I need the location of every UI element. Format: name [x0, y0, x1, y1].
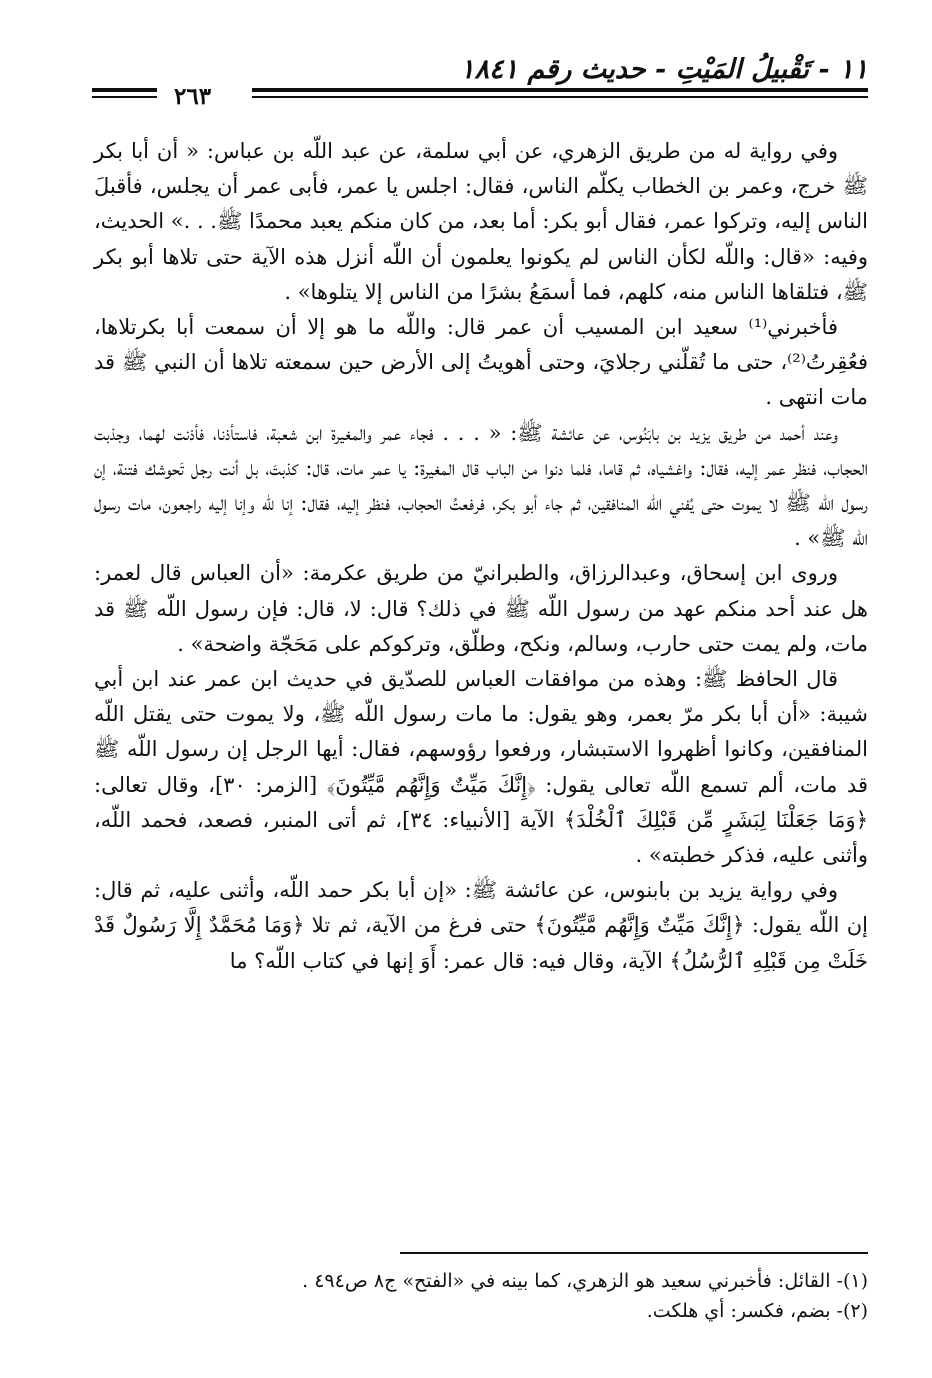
header-rule-right [252, 88, 868, 92]
paragraph: وفي رواية يزيد بن بابنوس، عن عائشة ﷺ: «إن أبا بكر حمد اللّه، وأثنى عليه، ثم قال: إن اللّه يقول: ﴿إِنَّكَ مَيِّتٌ وَإِنَّهُم مَّيِّتُونَ﴾ حتى فرغ من الآية، ثم تلا ﴿وَمَا مُحَمَّدٌ إِلَّا رَسُولٌ قَدْ خَلَتْ مِن قَبْلِهِ ٱلرُّسُلُ﴾ الآية، وقال فيه: قال عمر: أَوَ إنها في كتاب اللّه؟ ما [94, 878, 868, 973]
paragraph: قال الحافظ ﷺ: وهذه من موافقات العباس للصدّيق في حديث ابن عمر عند ابن أبي شيبة: «أن أبا بكر مرّ بعمر، وهو يقول: ما مات رسول اللّه ﷺ، ولا يموت حتى يقتل اللّه المنافقين، وكانوا أظهروا الاستبشار، ورفعوا رؤوسهم، فقال: أيها الرجل إن رسول اللّه ﷺ قد مات، ألم تسمع اللّه تعالى يقول: ﴿إِنَّكَ مَيِّتٌ وَإِنَّهُم مَّيِّتُونَ﴾ [الزمر: ٣٠]، وقال تعالى: ﴿وَمَا جَعَلْنَا لِبَشَرٍ مِّن قَبْلِكَ ٱلْخُلْدَ﴾ الآية [الأنبياء: ٣٤]، ثم أتى المنبر، فصعد، فحمد اللّه، وأثنى عليه، فذكر خطبته» . [94, 667, 869, 868]
paragraph: فأخبرني⁽¹⁾ سعيد ابن المسيب أن عمر قال: واللّه ما هو إلا أن سمعت أبا بكرتلاها، فعُقِرتُ⁽²⁾، حتى ما تُقلّني رجلايَ، وحتى أهويتُ إلى الأرض حين سمعته تلاها أن النبي ﷺ قد مات انتهى . [94, 315, 868, 410]
footnote-2: (٢)- بضم، فكسر: أي هلكت. [646, 1300, 868, 1322]
paragraph: وعند أحمد من طريق يزيد بن بابَنُوس، عن عائشة ﷺ: « . . . فجاء عمر والمغيرة ابن شعبة، فاستأذنا، فأذنت لهما، وجذبت الحجاب، فنظر عمر إليه، فقال: واغشياه، ثم قاما، فلما دنوا من الباب قال المغيرة: يا عمر مات، قال: كذبتَ، بل أنت رجل تَحوشك فتنة، إن رسول اللّه ﷺ لا يموت حتى يُفني اللّه المنافقين، ثم جاء أبو بكر، فرفعتُ الحجاب، فنظر إليه، فقال: إنا للّه وإنا إليه راجعون، مات رسول اللّه ﷺ» . [94, 420, 868, 551]
footnotes [94, 1266, 868, 1326]
body-text [94, 134, 868, 979]
paragraph: وروى ابن إسحاق، وعبدالرزاق، والطبرانيّ من طريق عكرمة: «أن العباس قال لعمر: هل عند أحد منكم عهد من رسول اللّه ﷺ في ذلك؟ قال: لا، قال: فإن رسول اللّه ﷺ قد مات، ولم يمت حتى حارب، وسالم، ونكح، وطلّق، وتركوكم على مَحَجّة واضحة» . [94, 561, 868, 656]
page-header [92, 48, 868, 108]
page-number: ٢٦٣ [168, 84, 217, 110]
header-rule-left [92, 88, 157, 92]
footnote-divider [400, 1252, 868, 1254]
header-rule-left-thin [92, 96, 157, 98]
paragraph: وفي رواية له من طريق الزهري، عن أبي سلمة، عن عبد اللّه بن عباس: « أن أبا بكر ﷺ خرج، وعمر بن الخطاب يكلّم الناس، فقال: اجلس يا عمر، فأبى عمر أن يجلس، فأقبلَ الناس إليه، وتركوا عمر، فقال أبو بكر: أما بعد، من كان منكم يعبد محمدًا ﷺ. . .» الحديث، وفيه: «قال: واللّه لكأن الناس لم يكونوا يعلمون أن اللّه أنزل هذه الآية حتى تلاها أبو بكر ﷺ، فتلقاها الناس منه، كلهم، فما أسمَعُ بشرًا من الناس إلا يتلوها» . [94, 139, 868, 304]
footnote-1: (١)- القائل: فأخبرني سعيد هو الزهري، كما بينه في «الفتح» ج٨ ص٤٩٤ . [302, 1270, 868, 1292]
header-rule-right-thin [252, 96, 868, 98]
running-title: ١١ - تَقْبيلُ المَيْتِ - حديث رقم ١٨٤١ [460, 54, 868, 85]
